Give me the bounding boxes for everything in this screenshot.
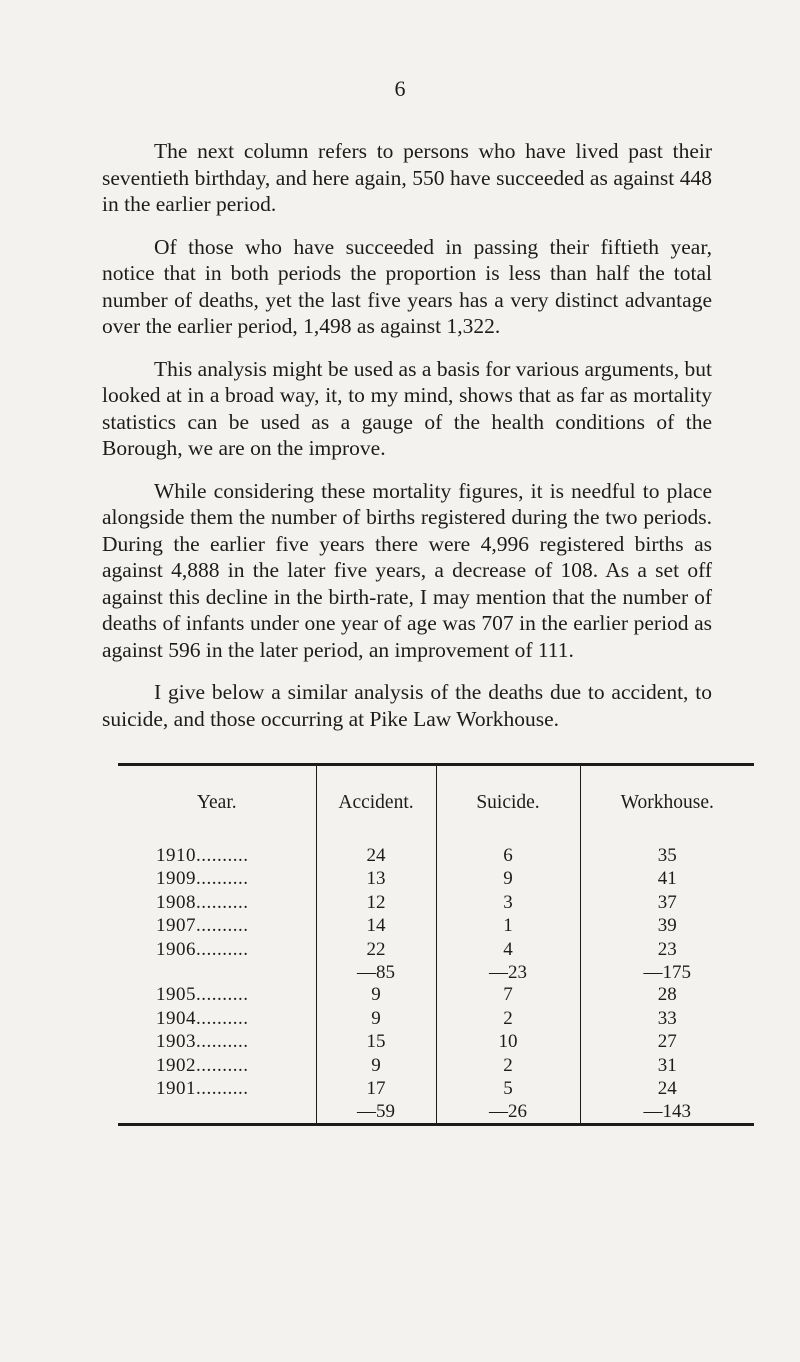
table-total-row <box>118 1101 754 1123</box>
suicide-cell: —23 <box>436 962 580 984</box>
accident-cell: 13 <box>316 868 436 892</box>
table-header-row <box>118 766 754 840</box>
suicide-cell: 3 <box>436 891 580 915</box>
table-row <box>118 1078 754 1102</box>
workhouse-cell: 31 <box>580 1054 754 1078</box>
accident-cell: 9 <box>316 1007 436 1031</box>
table-row <box>118 891 754 915</box>
workhouse-cell: 24 <box>580 1078 754 1102</box>
year-cell: 1909.......... <box>156 868 249 890</box>
table-bottom-rule <box>118 1123 754 1126</box>
suicide-cell: 1 <box>436 915 580 939</box>
workhouse-cell: 37 <box>580 891 754 915</box>
table-row <box>118 915 754 939</box>
table-row <box>118 840 754 868</box>
suicide-cell: 7 <box>436 984 580 1008</box>
year-cell <box>118 962 316 984</box>
table-row <box>118 938 754 962</box>
year-cell: 1910.......... <box>156 844 249 866</box>
year-cell: 1907.......... <box>156 915 249 937</box>
header-year: Year. <box>196 792 237 813</box>
header-suicide: Suicide. <box>436 766 580 840</box>
table-row <box>118 1031 754 1055</box>
year-cell <box>118 1101 316 1123</box>
year-cell: 1902.......... <box>156 1054 249 1076</box>
suicide-cell: 6 <box>436 840 580 868</box>
workhouse-cell: 35 <box>580 840 754 868</box>
table-row <box>118 1054 754 1078</box>
year-cell: 1904.......... <box>156 1007 249 1029</box>
page-number: 6 <box>394 76 406 101</box>
workhouse-cell: 33 <box>580 1007 754 1031</box>
accident-cell: 17 <box>316 1078 436 1102</box>
paragraph: I give below a similar analysis of the deaths due to accident, to suicide, and those occurring at Pike Law Workhouse. <box>102 680 712 731</box>
accident-cell: 14 <box>316 915 436 939</box>
year-cell: 1908.......... <box>156 891 249 913</box>
accident-cell: 24 <box>316 840 436 868</box>
accident-cell: 9 <box>316 1054 436 1078</box>
table-total-row <box>118 962 754 984</box>
accident-cell: 15 <box>316 1031 436 1055</box>
body-text <box>102 138 712 748</box>
deaths-table <box>118 763 754 1126</box>
table-row <box>118 868 754 892</box>
suicide-cell: 2 <box>436 1054 580 1078</box>
suicide-cell: 5 <box>436 1078 580 1102</box>
header-workhouse: Workhouse. <box>580 766 754 840</box>
accident-cell: 22 <box>316 938 436 962</box>
paragraph: This analysis might be used as a basis for various arguments, but looked at in a broad way, it, to my mind, shows that as far as mortality statistics can be used as a gauge of the health conditions of the Borough, we are on the improve. <box>102 356 712 460</box>
suicide-cell: 2 <box>436 1007 580 1031</box>
year-cell: 1905.......... <box>156 984 249 1006</box>
workhouse-cell: 41 <box>580 868 754 892</box>
workhouse-cell: 28 <box>580 984 754 1008</box>
workhouse-cell: 27 <box>580 1031 754 1055</box>
paragraph: Of those who have succeeded in passing their fiftieth year, notice that in both periods the proportion is less than half the total number of deaths, yet the last five years has a very distinct advantage over the earlier period, 1,498 as against 1,322. <box>102 234 712 338</box>
accident-cell: 12 <box>316 891 436 915</box>
paragraph: While considering these mortality figures, it is needful to place alongside them the number of births registered during the two periods. During the earlier five years there were 4,996 registered births as against 4,888 in the later five years, a decrease of 108. As a set off against this decline in the birth-rate, I may mention that the number of deaths of infants under one year of age was 707 in the earlier period as against 596 in the later period, an improvement of 111. <box>102 478 712 662</box>
suicide-cell: 9 <box>436 868 580 892</box>
header-accident: Accident. <box>316 766 436 840</box>
year-cell: 1901.......... <box>156 1078 249 1100</box>
accident-cell: —59 <box>316 1101 436 1123</box>
workhouse-cell: 23 <box>580 938 754 962</box>
paragraph: The next column refers to persons who have lived past their seventieth birthday, and here again, 550 have succeeded as against 448 in the earlier period. <box>102 139 712 216</box>
table-row <box>118 984 754 1008</box>
table-row <box>118 1007 754 1031</box>
suicide-cell: —26 <box>436 1101 580 1123</box>
suicide-cell: 4 <box>436 938 580 962</box>
workhouse-cell: 39 <box>580 915 754 939</box>
workhouse-cell: —143 <box>580 1101 754 1123</box>
year-cell: 1906.......... <box>156 938 249 960</box>
workhouse-cell: —175 <box>580 962 754 984</box>
accident-cell: —85 <box>316 962 436 984</box>
suicide-cell: 10 <box>436 1031 580 1055</box>
year-cell: 1903.......... <box>156 1031 249 1053</box>
accident-cell: 9 <box>316 984 436 1008</box>
